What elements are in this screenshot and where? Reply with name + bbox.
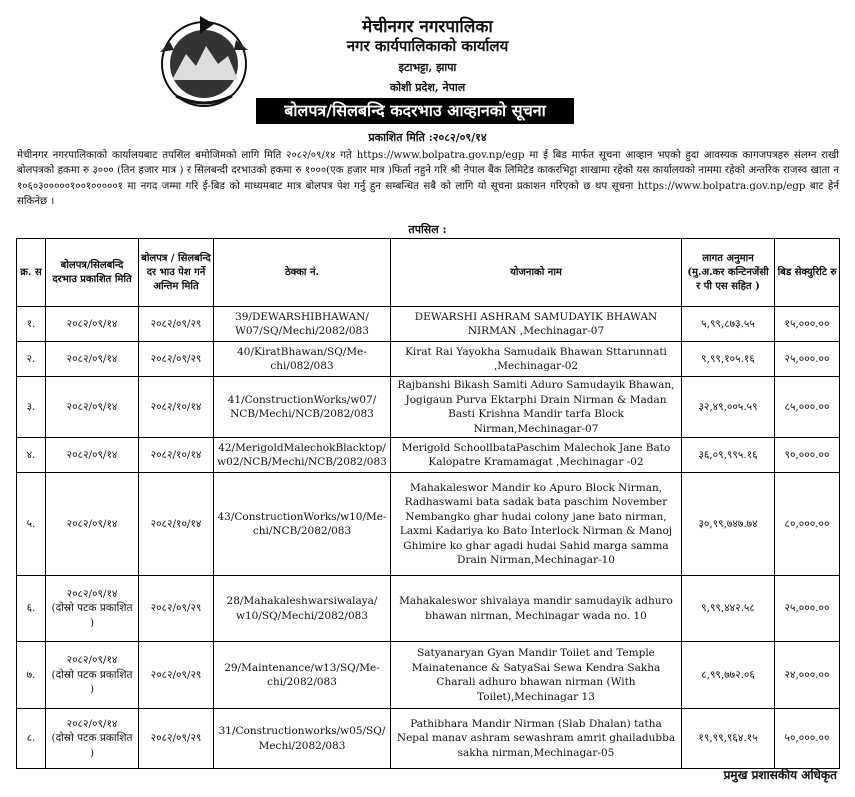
published-date-value: २०८२/०९/१४ <box>66 654 118 667</box>
cell-bid-security: ८५,०००.०० <box>775 377 840 438</box>
cell-project-name: Merigold SchoollbataPaschim Malechok Jane Bato Kalopatre Kramamagat ,Mechinagar -02 <box>391 438 682 473</box>
cell-deadline: २०८२/१०/१४ <box>139 438 214 473</box>
published-date-value: २०८२/०९/१४ <box>66 587 118 600</box>
cell-contract-no: 43/ConstructionWorks/w10/Me-chi/NCB/2082/083 <box>214 473 391 576</box>
province-name: कोशी प्रदेश, नेपाल <box>389 81 466 94</box>
table-heading: तपसिल : <box>408 223 447 236</box>
cell-cost-estimate: ९,९९,१०५.१६ <box>682 342 775 377</box>
table-row <box>17 473 840 576</box>
cell-project-name: Kirat Rai Yayokha Samudaik Bhawan Sttarunnati ,Mechinagar-02 <box>391 342 682 377</box>
table-row <box>17 576 840 642</box>
cell-project-name: Satyanaryan Gyan Mandir Toilet and Temple Mainatenance & SatyaSai Sewa Kendra Sakha Charali adhuro bhawan nirman (With Toilet),Mechinagar 13 <box>391 642 682 709</box>
col-header-cost-estimate: लागत अनुमान (मु.अ.कर कन्टिनजेंसी र पी एस सहित ) <box>682 239 775 307</box>
cell-deadline: २०८२/०९/२९ <box>139 642 214 709</box>
notice-title: बोलपत्र/सिलबन्दि कदरभाउ आव्हानको सूचना <box>256 98 574 124</box>
cell-cost-estimate: ८,९९,७७२.०६ <box>682 642 775 709</box>
tender-table <box>16 238 840 769</box>
office-location: इटाभट्टा, झापा <box>398 61 457 74</box>
cell-contract-no: 39/DEWARSHIBHAWAN/ W07/SQ/Mechi/2082/083 <box>214 307 391 342</box>
cell-published-date: २०८२/०९/१४ <box>46 473 139 576</box>
table-row <box>17 342 840 377</box>
table-row <box>17 709 840 769</box>
cell-bid-security: ५०,०००.०० <box>775 709 840 769</box>
cell-published-date <box>46 709 139 769</box>
col-header-published-date: बोलपत्र/सिलबन्दि दरभाउ प्रकाशित मिति <box>46 239 139 307</box>
cell-cost-estimate: १९,९९,९६४.१५ <box>682 709 775 769</box>
cell-published-date <box>46 576 139 642</box>
cell-sn: ३. <box>17 377 46 438</box>
cell-bid-security: ९०,०००.०० <box>775 438 840 473</box>
cell-deadline: २०८२/१०/१४ <box>139 473 214 576</box>
signatory-title: प्रमुख प्रशासकीय अधिकृत <box>723 768 837 782</box>
cell-contract-no: 41/ConstructionWorks/w07/ NCB/Mechi/NCB/2082/083 <box>214 377 391 438</box>
cell-project-name: Rajbanshi Bikash Samiti Aduro Samudayik Bhawan, Jogigaun Purva Ektarphi Drain Nirman & Madan Basti Krishna Mandir tarfa Block Nirman,Mechinagar-07 <box>391 377 682 438</box>
cell-project-name: Mahakaleswor shivalaya mandir samudayik adhuro bhawan nirman, Mechinagar wada no. 10 <box>391 576 682 642</box>
cell-contract-no: 29/Maintenance/w13/SQ/Me-chi/2082/083 <box>214 642 391 709</box>
cell-contract-no: 31/Constructionworks/w05/SQ/ Mechi/2082/083 <box>214 709 391 769</box>
cell-cost-estimate: ३२,४९,००५.५९ <box>682 377 775 438</box>
published-date-value: २०८२/०९/१४ <box>66 717 118 730</box>
col-header-contract-no: ठेक्का नं. <box>214 239 391 307</box>
cell-project-name: DEWARSHI ASHRAM SAMUDAYIK BHAWAN NIRMAN ,Mechinagar-07 <box>391 307 682 342</box>
cell-cost-estimate: ३०,९९,७४७.७४ <box>682 473 775 576</box>
cell-deadline: २०८२/०९/२९ <box>139 576 214 642</box>
cell-published-date <box>46 642 139 709</box>
cell-sn: ५. <box>17 473 46 576</box>
col-header-bid-security: बिड सेक्युरिटि रु <box>775 239 840 307</box>
cell-sn: ८. <box>17 709 46 769</box>
cell-cost-estimate: ५,९९,८७३.५५ <box>682 307 775 342</box>
cell-cost-estimate: ९,९९,४४२.५८ <box>682 576 775 642</box>
table-row <box>17 438 840 473</box>
cell-deadline: २०८२/०९/२९ <box>139 307 214 342</box>
cell-published-date: २०८२/०९/१४ <box>46 342 139 377</box>
cell-sn: १. <box>17 307 46 342</box>
cell-project-name: Mahakaleswor Mandir ko Apuro Block Nirman, Radhaswami bata sadak bata paschim November Nembangko ghar hudai colony jane bato nirman, Laxmi Kadariya ko Bato Interlock Nirman & Manoj Ghimire ko ghar agadi hudai Sahid marga samma Drain Nirman,Mechinagar-10 <box>391 473 682 576</box>
cell-contract-no: 40/KiratBhawan/SQ/Me-chi/082/083 <box>214 342 391 377</box>
cell-contract-no: 28/Mahakaleshwarsiwalaya/ w10/SQ/Mechi/2082/083 <box>214 576 391 642</box>
cell-deadline: २०८२/१०/१४ <box>139 377 214 438</box>
cell-published-date: २०८२/०९/१४ <box>46 438 139 473</box>
cell-cost-estimate: ३६,०९,९९५.१६ <box>682 438 775 473</box>
office-name: नगर कार्यपालिकाको कार्यालय <box>346 37 509 55</box>
cell-bid-security: २५,०००.०० <box>775 342 840 377</box>
municipality-name: मेचीनगर नगरपालिका <box>362 17 493 37</box>
cell-sn: ७. <box>17 642 46 709</box>
cell-project-name: Pathibhara Mandir Nirman (Slab Dhalan) tatha Nepal manav ashram sewashram amrit ghailadubba sakha nirman,Mechinagar-05 <box>391 709 682 769</box>
cell-bid-security: २४,०००.०० <box>775 642 840 709</box>
col-header-sn: क्र. स <box>17 239 46 307</box>
republish-note: (दोस्रो पटक प्रकाशित ) <box>51 732 133 759</box>
republish-note: (दोस्रो पटक प्रकाशित ) <box>51 668 133 696</box>
cell-bid-security: १५,०००.०० <box>775 307 840 342</box>
notice-body: मेचीनगर नगरपालिकाको कार्यालयबाट तपसिल बमोजिमको लागि मिति २०८२/०९/१४ गते https://www.bolpatra.gov.np/egp मा ई बिड मार्फत सूचना आव्हान भएको हुदा आवस्यक कागजपत्रहरु संलग्न राखी बोलपत्रको हकमा रु ३००० (तिन हजार मात्र ) र सिलबन्दी दरभाउको हकमा रु १०००(एक हजार मात्र )फिर्ता नहुने गरि श्री नेपाल बैंक लिमिटेड काकरभिट्टा शाखामा रहेको यस कार्यालयको नाममा रहेको अन्तरिक राजस्व खाता न १०६०३०००००१००१०००००१ मा नगद जम्मा गरि ई-बिड को माध्यमबाट मात्र बोलपत्र पेश गर्नु हुन सम्बन्धित सबै को लागि यो सूचना प्रकाशन गरिएको छ थप सूचना https://www.bolpatra.gov.np/egp बाट हेर्न सकिनेछ । <box>17 150 839 208</box>
col-header-deadline: बोलपत्र / सिलबन्दि दर भाउ पेश गर्ने अन्तिम मिति <box>139 239 214 307</box>
cell-published-date: २०८२/०९/१४ <box>46 377 139 438</box>
table-row <box>17 307 840 342</box>
col-header-project-name: योजनाको नाम <box>391 239 682 307</box>
cell-bid-security: २५,०००.०० <box>775 576 840 642</box>
cell-sn: ४. <box>17 438 46 473</box>
cell-bid-security: ८०,०००.०० <box>775 473 840 576</box>
table-row <box>17 642 840 709</box>
republish-note: (दोस्रो पटक प्रकाशित ) <box>51 602 133 629</box>
cell-sn: २. <box>17 342 46 377</box>
cell-deadline: २०८२/०९/२९ <box>139 342 214 377</box>
cell-deadline: २०८२/०९/२९ <box>139 709 214 769</box>
table-header-row <box>17 239 840 307</box>
cell-sn: ६. <box>17 576 46 642</box>
table-row <box>17 377 840 438</box>
cell-published-date: २०८२/०९/१४ <box>46 307 139 342</box>
cell-contract-no: 42/MerigoldMalechokBlacktop/ w02/NCB/Mechi/NCB/2082/083 <box>214 438 391 473</box>
published-date: प्रकाशित मिति :२०८२/०९/१४ <box>368 131 487 144</box>
